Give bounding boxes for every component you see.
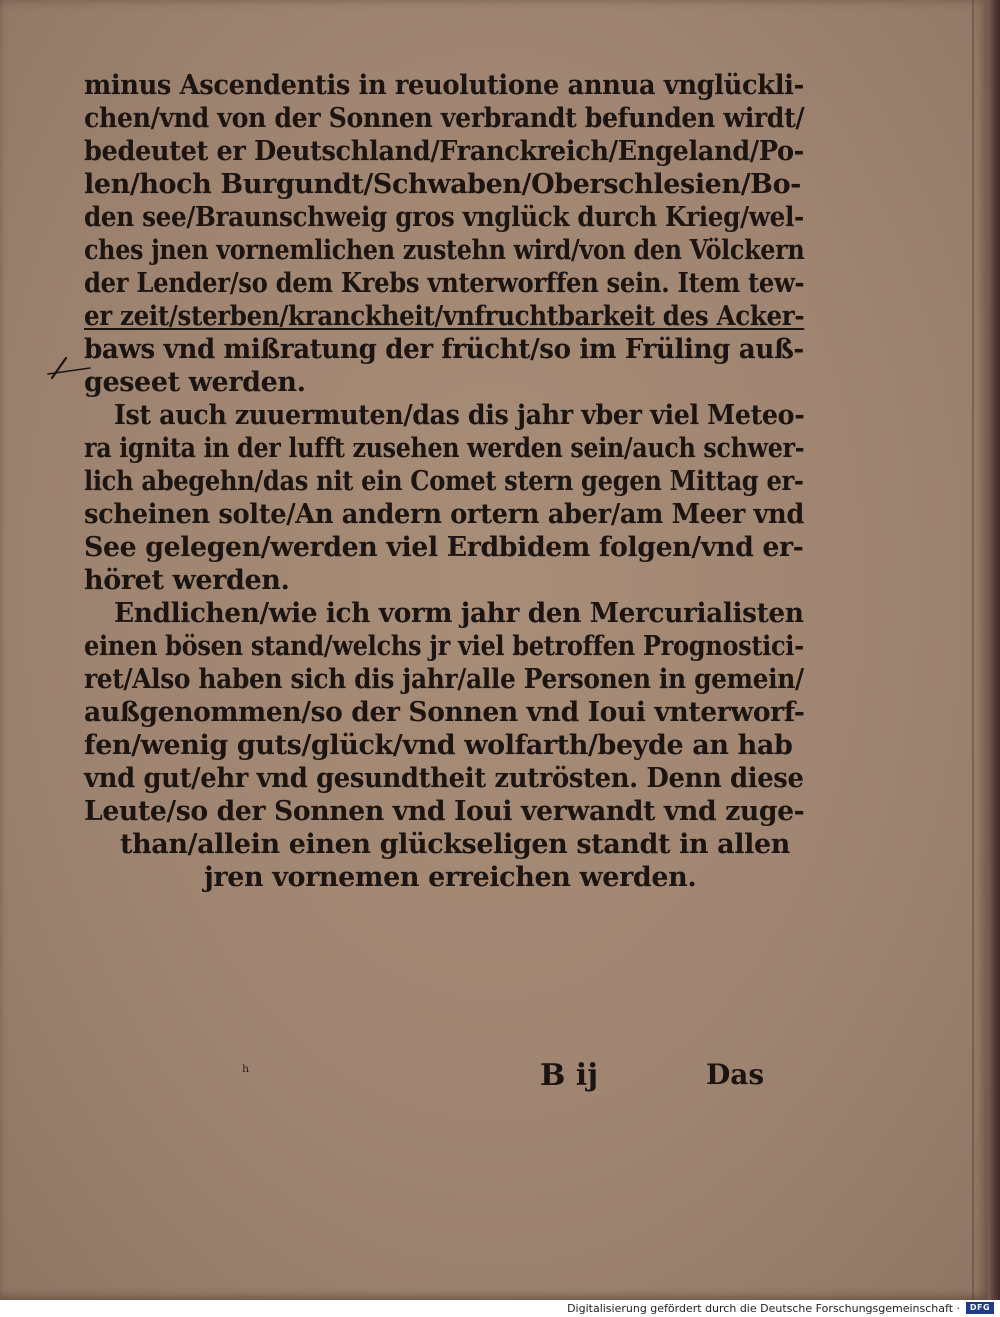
text-line: vnd gut/ehr vnd gesundtheit zutrösten. Denn diese (84, 763, 804, 794)
text-line: bedeutet er Deutschland/Franckreich/Engeland/Po- (84, 136, 804, 167)
text-line: fen/wenig guts/glück/vnd wolfarth/beyde an hab (84, 730, 793, 761)
page-edge (988, 0, 1000, 1300)
text-line: minus Ascendentis in reuolutione annua vnglückli- (84, 70, 804, 101)
funding-credit: Digitalisierung gefördert durch die Deutsche Forschungsgemeinschaft · (567, 1302, 960, 1315)
text-line-indented: jren vornemen erreichen werden. (204, 862, 697, 893)
text-line: der Lender/so dem Krebs vnterworffen sein. Item tew- (84, 268, 805, 299)
text-line: höret werden. (84, 565, 290, 596)
text-line: ches jnen vornemlichen zustehn wird/von den Völckern (84, 235, 805, 266)
text-line: außgenommen/so der Sonnen vnd Ioui vnterworf- (84, 697, 805, 728)
text-line: geseet werden. (84, 367, 306, 398)
text-line: ret/Also haben sich dis jahr/alle Personen in gemein/ (84, 664, 804, 695)
text-line: baws vnd mißratung der frücht/so im Früling auß- (84, 334, 804, 365)
dfg-logo: DFG (966, 1302, 994, 1314)
catchword: Das (706, 1058, 765, 1091)
paragraph-start: Ist auch zuuermuten/das dis jahr vber viel Meteo- (114, 400, 805, 431)
signature-mark: B ij (540, 1058, 599, 1093)
text-line-indented: than/allein einen glückseligen standt in allen (120, 829, 790, 860)
page-fold-shadow (972, 0, 974, 1300)
text-line: Leute/so der Sonnen vnd Ioui verwandt vnd zuge- (84, 796, 805, 827)
text-line: scheinen solte/An andern ortern aber/am Meer vnd (84, 499, 805, 530)
paragraph-start: Endlichen/wie ich vorm jahr den Mercurialisten (114, 598, 804, 629)
text-line: len/hoch Burgundt/Schwaben/Oberschlesien/Bo- (84, 169, 801, 200)
text-line-underlined: er zeit/sterben/kranckheit/vnfruchtbarkeit des Acker- (84, 301, 805, 332)
stray-ink-mark: ʰ (242, 1062, 250, 1083)
text-line: den see/Braunschweig gros vnglück durch Krieg/wel- (84, 202, 804, 233)
text-line: See gelegen/werden viel Erdbidem folgen/vnd er- (84, 532, 804, 563)
text-line: einen bösen stand/welchs jr viel betroffen Prognostici- (84, 631, 804, 662)
text-line: lich abegehn/das nit ein Comet stern gegen Mittag er- (84, 466, 804, 497)
text-line: chen/vnd von der Sonnen verbrandt befunden wirdt/ (84, 103, 805, 134)
text-line: ra ignita in der lufft zusehen werden sein/auch schwer- (84, 433, 805, 464)
